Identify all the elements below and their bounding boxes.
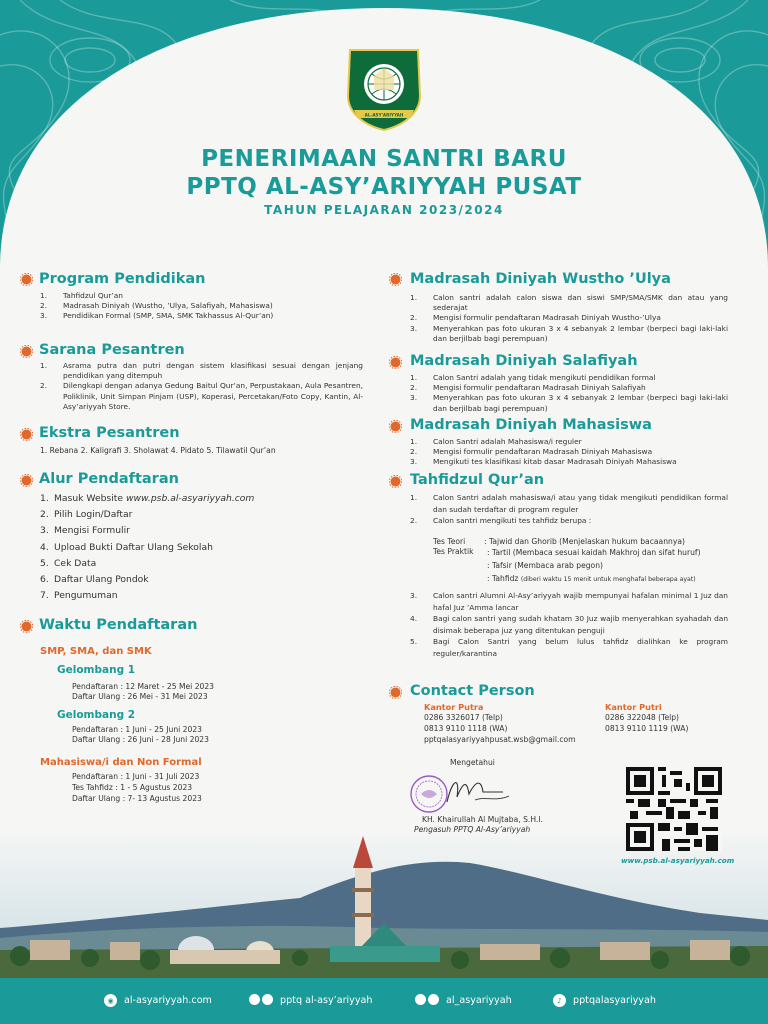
list-item: 3. Menyerahkan pas foto ukuran 3 x 4 sebanyak 2 lembar (berpeci bagi laki-laki dan berjilbab bagi perempuan) — [410, 393, 728, 413]
main-title-line1: PENERIMAAN SANTRI BARU — [201, 146, 567, 172]
footer-facebook[interactable]: pptq al-asy’ariyyah — [249, 994, 373, 1006]
list-item: 1. Masuk Website www.psb.al-asyariyyah.com — [40, 493, 255, 504]
putra-telp[interactable]: 0286 3326017 (Telp) — [424, 713, 503, 722]
orange-bullet-icon — [20, 273, 33, 286]
tahfidz-list-a — [410, 492, 728, 527]
salafiyah-list — [410, 373, 728, 414]
list-item: 4. Upload Bukti Daftar Ulang Sekolah — [40, 541, 213, 553]
list-item: 4. Bagi calon santri yang sudah khatam 30 Juz wajib menyerahkan syahadah dan disimak beberapa juz yang ditentukan penguji — [410, 614, 728, 635]
list-item: 1. Asrama putra dan putri dengan sistem klasifikasi sesuai dengan jenjang pendidikan yang ditempuh — [40, 361, 363, 381]
gel1-daftar-ulang: Daftar Ulang : 26 Mei - 31 Mei 2023 — [72, 692, 208, 701]
orange-bullet-icon — [20, 345, 33, 358]
list-item: 3. Mengikuti tes klasifikasi kitab dasar Madrasah Diniyah Mahasiswa — [410, 457, 677, 467]
kantor-putra-title: Kantor Putra — [424, 702, 484, 712]
tes-praktik-tafsir: : Tafsir (Membaca arab pegon) — [487, 561, 603, 570]
wustho-title: Madrasah Diniyah Wustho ’Ulya — [410, 271, 671, 287]
program-list — [40, 291, 365, 322]
putra-wa[interactable]: 0813 9110 1118 (WA) — [424, 724, 508, 733]
stamp-and-signature-image — [405, 772, 515, 816]
list-item: 2. Pilih Login/Daftar — [40, 509, 133, 521]
list-item: 1. Calon Santri adalah yang tidak mengikuti pendidikan formal — [410, 373, 656, 382]
footer-instagram[interactable]: al_asyariyyah — [415, 994, 512, 1006]
list-item: 3. Menyerahkan pas foto ukuran 3 x 4 sebanyak 2 lembar (berpeci bagi laki-laki dan berjilbab bagi perempuan) — [410, 323, 728, 343]
mahasiswa-title: Madrasah Diniyah Mahasiswa — [410, 417, 652, 433]
globe-icon: ◉ — [104, 994, 117, 1007]
putri-wa[interactable]: 0813 9110 1119 (WA) — [605, 724, 689, 733]
orange-bullet-icon — [389, 273, 402, 286]
mhs-pendaftaran: Pendaftaran : 1 Juni - 31 Juli 2023 — [72, 772, 200, 781]
list-item: 5. Cek Data — [40, 557, 97, 569]
list-item: 6. Daftar Ulang Pondok — [40, 574, 149, 586]
putra-email[interactable]: pptqalasyariyyahpusat.wsb@gmail.com — [424, 735, 576, 744]
kantor-putri-title: Kantor Putri — [605, 702, 662, 712]
program-title: Program Pendidikan — [39, 271, 206, 287]
tes-praktik-tartil: : Tartil (Membaca sesuai kaidah Makhroj dan sifat huruf) — [487, 548, 701, 557]
group-smp-title: SMP, SMA, dan SMK — [40, 646, 152, 657]
orange-bullet-icon — [389, 356, 402, 369]
orange-bullet-icon — [20, 620, 33, 633]
footer-bar — [0, 978, 768, 1024]
list-item: 2. Mengisi formulir pendaftaran Madrasah Diniyah Salafiyah — [410, 383, 646, 393]
wustho-list — [410, 293, 728, 344]
orange-bullet-icon — [20, 428, 33, 441]
group-mahasiswa-title: Mahasiswa/i dan Non Formal — [40, 757, 202, 768]
ekstra-title: Ekstra Pesantren — [39, 425, 180, 441]
pesantren-logo — [344, 46, 424, 132]
facebook-youtube-icon — [249, 994, 273, 1006]
orange-bullet-icon — [389, 420, 402, 433]
list-item: 2. Madrasah Diniyah (Wustho, ’Ulya, Salafiyah, Mahasiswa) — [40, 301, 273, 311]
mhs-daftar-ulang: Daftar Ulang : 7- 13 Agustus 2023 — [72, 794, 202, 803]
academic-year: TAHUN PELAJARAN 2023/2024 — [264, 203, 504, 217]
signer-role: Pengasuh PPTQ Al-Asy’ariyyah — [414, 825, 531, 834]
alur-list — [40, 491, 360, 604]
list-item: 2. Mengisi formulir pendaftaran Madrasah Diniyah Mahasiswa — [410, 447, 653, 457]
tes-praktik-tahfidz: : Tahfidz (diberi waktu 15 menit untuk menghafal beberapa ayat) — [487, 574, 696, 583]
tes-teori-value: : Tajwid dan Ghorib (Menjelaskan hukum bacaannya) — [484, 537, 685, 546]
gelombang2-title: Gelombang 2 — [57, 709, 136, 721]
sarana-title: Sarana Pesantren — [39, 342, 185, 358]
ekstra-list: 1. Rebana 2. Kaligrafi 3. Sholawat 4. Pidato 5. Tilawatil Qur’an — [40, 446, 276, 455]
orange-bullet-icon — [389, 475, 402, 488]
list-item: 1. Tahfidzul Qur’an — [40, 291, 123, 300]
list-item: 3. Mengisi Formulir — [40, 525, 130, 537]
list-item: 3. Calon santri Alumni Al-Asy’ariyyah wajib mempunyai hafalan minimal 1 Juz dan hafal Juz ’Amma lancar — [410, 591, 728, 612]
list-item: 1. Calon Santri adalah mahasiswa/i atau yang tidak mengikuti pendidikan formal dan sudah terdaftar di program reguler — [410, 493, 728, 514]
mhs-tes-tahfidz: Tes Tahfidz : 1 - 5 Agustus 2023 — [72, 783, 193, 792]
putri-telp[interactable]: 0286 322048 (Telp) — [605, 713, 680, 722]
contact-title: Contact Person — [410, 683, 535, 699]
list-item: 3. Pendidikan Formal (SMP, SMA, SMK Takhassus Al-Qur’an) — [40, 311, 274, 321]
mengetahui-label: Mengetahui — [450, 758, 495, 767]
tahfidz-list-b — [410, 590, 728, 659]
orange-bullet-icon — [389, 686, 402, 699]
salafiyah-title: Madrasah Diniyah Salafiyah — [410, 353, 638, 369]
tes-teori-label: Tes Teori — [433, 537, 466, 546]
list-item: 1. Calon santri adalah calon siswa dan siswi SMP/SMA/SMK dan atau yang sederajat — [410, 293, 728, 313]
list-item: 5. Bagi Calon Santri yang belum lulus tahfidz dialihkan ke program reguler/karantina — [410, 637, 728, 658]
waktu-title: Waktu Pendaftaran — [39, 617, 198, 633]
website-link[interactable]: www.psb.al-asyariyyah.com — [125, 493, 255, 504]
list-item: 2. Mengisi formulir pendaftaran Madrasah Diniyah Wustho-’Ulya — [410, 313, 661, 323]
tiktok-icon: ♪ — [553, 994, 566, 1007]
alur-title: Alur Pendaftaran — [39, 471, 179, 487]
tes-praktik-label: Tes Praktik — [433, 547, 474, 556]
list-item: 2. Dilengkapi dengan adanya Gedung Baitul Qur’an, Perpustakaan, Aula Pesantren, Poliklinik, Unit Simpan Pinjam (USP), Koperasi, Percetakan/Foto Copy, Kantin, Al-Asy’ariyyah Store. — [40, 381, 363, 411]
gelombang1-title: Gelombang 1 — [57, 664, 136, 676]
main-title-line2: PPTQ AL-ASY’ARIYYAH PUSAT — [186, 174, 582, 200]
list-item: 1. Calon Santri adalah Mahasiswa/i reguler — [410, 437, 582, 446]
instagram-whatsapp-icon — [415, 994, 439, 1006]
gel1-pendaftaran: Pendaftaran : 12 Maret - 25 Mei 2023 — [72, 682, 215, 691]
gel2-daftar-ulang: Daftar Ulang : 26 Juni - 28 Juni 2023 — [72, 735, 209, 744]
list-item: 7. Pengumuman — [40, 590, 118, 602]
list-item: 2. Calon santri mengikuti tes tahfidz berupa : — [410, 516, 592, 525]
qr-url[interactable]: www.psb.al-asyariyyah.com — [621, 856, 735, 865]
signer-name: KH. Khairullah Al Mujtaba, S.H.I. — [422, 815, 543, 824]
sarana-list — [40, 361, 363, 412]
tahfidz-title: Tahfidzul Qur’an — [410, 472, 545, 488]
footer-tiktok[interactable]: ♪ pptqalasyariyyah — [553, 994, 656, 1007]
orange-bullet-icon — [20, 474, 33, 487]
mahasiswa-list — [410, 437, 728, 468]
logo-text: AL-ASY'ARIYYAH — [364, 112, 404, 118]
gel2-pendaftaran: Pendaftaran : 1 Juni - 25 Juni 2023 — [72, 725, 202, 734]
qr-code-image[interactable] — [626, 767, 722, 851]
footer-website[interactable]: ◉ al-asyariyyah.com — [104, 994, 212, 1007]
